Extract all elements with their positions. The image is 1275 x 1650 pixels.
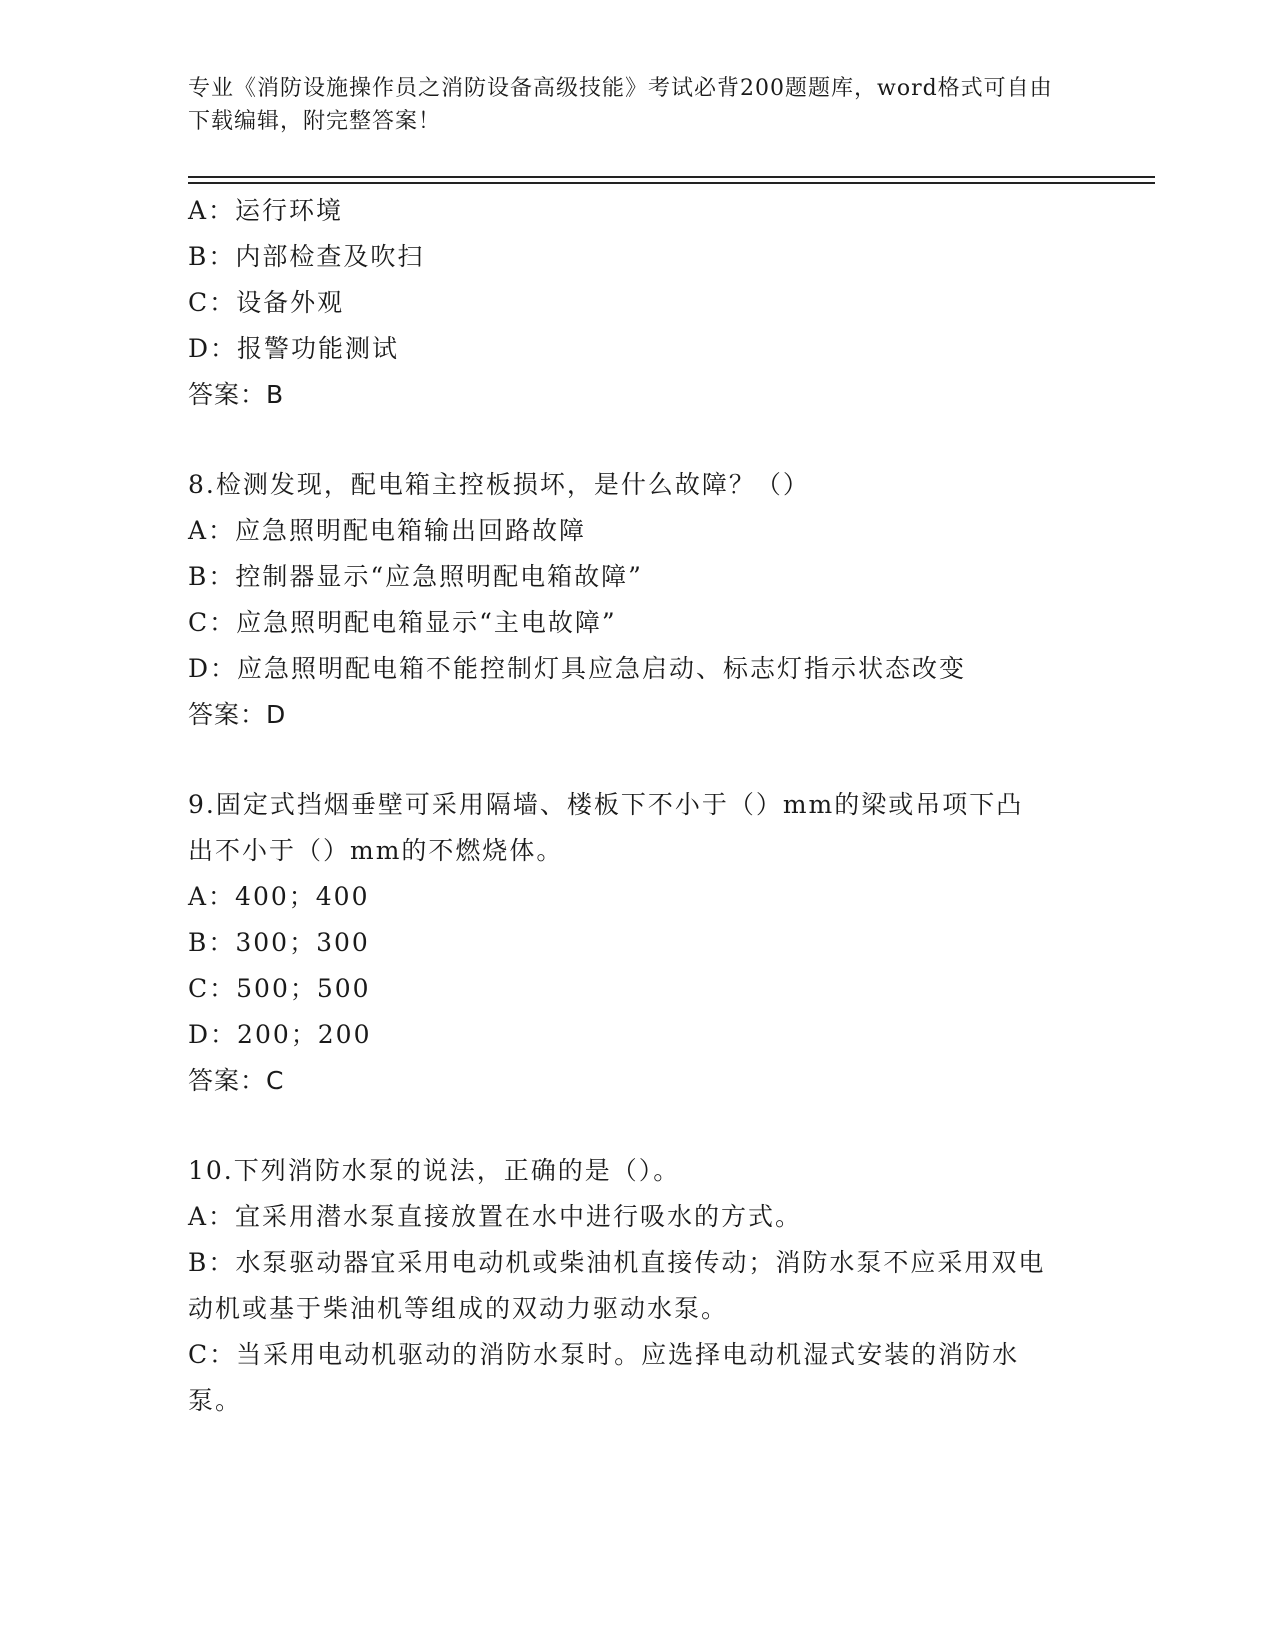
question-8	[188, 462, 1088, 738]
question-stem: 8.检测发现，配电箱主控板损坏，是什么故障？（）	[188, 470, 810, 499]
option-c: C：应急照明配电箱显示“主电故障”	[188, 608, 617, 637]
option-a: A：运行环境	[188, 196, 344, 225]
question-10	[188, 1148, 1088, 1424]
option-b: B：水泵驱动器宜采用电动机或柴油机直接传动；消防水泵不应采用双电动机或基于柴油机等组成的双动力驱动水泵。	[188, 1248, 1046, 1323]
answer: 答案：C	[188, 1066, 285, 1095]
spacer	[188, 418, 1088, 462]
option-d: D：报警功能测试	[188, 334, 400, 363]
option-d: D：应急照明配电箱不能控制灯具应急启动、标志灯指示状态改变	[188, 654, 967, 683]
answer: 答案：D	[188, 700, 287, 729]
option-a: A：宜采用潜水泵直接放置在水中进行吸水的方式。	[188, 1202, 803, 1231]
question-stem: 10.下列消防水泵的说法，正确的是（）。	[188, 1156, 681, 1185]
question-list	[188, 188, 1088, 1424]
option-c: C：500；500	[188, 974, 371, 1003]
spacer	[188, 1104, 1088, 1148]
answer: 答案：B	[188, 380, 285, 409]
option-b: B：300；300	[188, 928, 370, 957]
question-7	[188, 188, 1088, 418]
document-intro: 专业《消防设施操作员之消防设备高级技能》考试必背200题题库，word格式可自由下载编辑，附完整答案！	[188, 76, 1053, 134]
option-a: A：400；400	[188, 882, 370, 911]
header-divider-bottom	[188, 182, 1155, 184]
header-divider-top	[188, 176, 1155, 178]
spacer	[188, 738, 1088, 782]
option-c: C：设备外观	[188, 288, 345, 317]
option-a: A：应急照明配电箱输出回路故障	[188, 516, 587, 545]
question-9	[188, 782, 1088, 1104]
option-d: D：200；200	[188, 1020, 372, 1049]
option-b: B：内部检查及吹扫	[188, 242, 425, 271]
option-b: B：控制器显示“应急照明配电箱故障”	[188, 562, 643, 591]
option-c: C：当采用电动机驱动的消防水泵时。应选择电动机湿式安装的消防水泵。	[188, 1340, 1020, 1415]
question-stem: 9.固定式挡烟垂壁可采用隔墙、楼板下不小于（）mm的梁或吊项下凸出不小于（）mm的不燃烧体。	[188, 790, 1024, 865]
